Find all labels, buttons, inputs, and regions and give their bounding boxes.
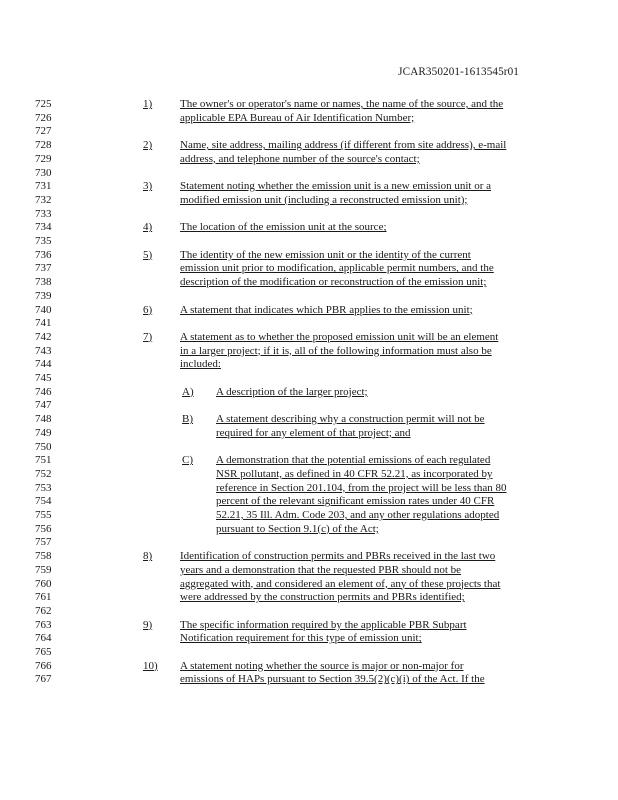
line-number: 734 <box>35 221 52 234</box>
line-number: 739 <box>35 289 52 302</box>
line-number: 753 <box>35 481 52 494</box>
list-marker: 2) <box>143 139 153 152</box>
line-number: 731 <box>35 180 52 193</box>
list-item-text-line: A statement that indicates which PBR applies to the emission unit; <box>180 303 473 316</box>
list-item-text-line: modified emission unit (including a reconstructed emission unit); <box>180 193 468 206</box>
list-item-text-line: A description of the larger project; <box>216 385 368 398</box>
list-item-text-line: Notification requirement for this type of emission unit; <box>180 632 422 645</box>
list-marker: B) <box>182 413 193 426</box>
line-number: 725 <box>35 98 52 110</box>
line-number: 733 <box>35 207 52 220</box>
document-id-header: JCAR350201-1613545r01 <box>398 66 519 78</box>
list-item-text-line: A statement noting whether the source is major or non-major for <box>180 659 464 672</box>
list-item-text-line: Statement noting whether the emission unit is a new emission unit or a <box>180 180 492 193</box>
line-number: 742 <box>35 330 52 343</box>
line-number: 756 <box>35 522 52 535</box>
line-number: 747 <box>35 399 52 412</box>
line-number: 760 <box>35 577 52 590</box>
list-item-text-line: A statement as to whether the proposed emission unit will be an element <box>180 330 499 343</box>
line-number: 752 <box>35 467 52 480</box>
line-number: 761 <box>35 591 52 604</box>
list-item-text-line: The location of the emission unit at the source; <box>180 221 387 234</box>
list-item-text-line: 52.21, 35 Ill. Adm. Code 203, and any other regulations adopted <box>216 509 500 521</box>
list-item-text-line: description of the modification or reconstruction of the emission unit; <box>180 276 487 289</box>
line-number: 730 <box>35 166 52 179</box>
line-number: 758 <box>35 550 52 563</box>
list-marker: 7) <box>143 330 153 343</box>
line-number: 744 <box>35 358 52 371</box>
list-marker: 8) <box>143 550 153 563</box>
list-item-text-line: address, and telephone number of the source's contact; <box>180 152 420 165</box>
line-number: 738 <box>35 276 52 289</box>
line-number: 732 <box>35 193 52 206</box>
list-item-text-line: percent of the relevant significant emission rates under 40 CFR <box>216 495 495 508</box>
list-marker: 6) <box>143 303 153 316</box>
list-item-text-line: pursuant to Section 9.1(c) of the Act; <box>216 522 379 535</box>
list-item-text-line: were addressed by the construction permits and PBRs identified; <box>180 591 465 604</box>
list-item-text-line: years and a demonstration that the requested PBR should not be <box>180 563 462 576</box>
line-number: 728 <box>35 139 52 152</box>
line-number: 743 <box>35 344 52 357</box>
list-item-text-line: aggregated with, and considered an element of, any of these projects that <box>180 577 501 590</box>
line-number: 736 <box>35 248 52 261</box>
list-item-text-line: reference in Section 201.104, from the project will be less than 80 <box>216 481 507 494</box>
line-number: 759 <box>35 563 52 576</box>
line-number: 729 <box>35 152 52 165</box>
list-marker: 4) <box>143 221 153 234</box>
line-number: 750 <box>35 440 52 453</box>
line-number: 745 <box>35 372 52 384</box>
list-item-text-line: emission unit prior to modification, applicable permit numbers, and the <box>180 262 494 275</box>
list-marker: 5) <box>143 248 153 261</box>
list-item-text-line: The specific information required by the applicable PBR Subpart <box>180 618 467 631</box>
list-item-text-line: The identity of the new emission unit or the identity of the current <box>180 248 471 261</box>
line-number: 757 <box>35 536 52 549</box>
list-item-text-line: A statement describing why a construction permit will not be <box>216 413 485 426</box>
line-number: 740 <box>35 303 52 316</box>
list-item-text-line: applicable EPA Bureau of Air Identification Number; <box>180 111 415 124</box>
line-number: 765 <box>35 646 52 658</box>
list-item-text-line: A demonstration that the potential emissions of each regulated <box>216 454 491 467</box>
line-number: 755 <box>35 509 52 521</box>
line-number: 762 <box>35 604 52 617</box>
list-item-text-line: in a larger project; if it is, all of the following information must also be <box>180 344 492 357</box>
list-item-text-line: Name, site address, mailing address (if different from site address), e-mail <box>180 139 507 152</box>
list-item-text-line: Identification of construction permits and PBRs received in the last two <box>180 550 496 563</box>
line-number: 751 <box>35 454 52 467</box>
line-number: 746 <box>35 385 52 398</box>
line-number: 749 <box>35 426 52 439</box>
line-number: 737 <box>35 262 52 275</box>
line-number: 754 <box>35 495 52 508</box>
list-marker: C) <box>182 454 193 467</box>
list-marker: 9) <box>143 618 153 631</box>
list-marker: 10) <box>143 659 158 672</box>
line-number: 763 <box>35 618 52 631</box>
list-marker: A) <box>182 385 194 398</box>
line-number: 726 <box>35 111 52 124</box>
line-number: 767 <box>35 673 52 686</box>
list-item-text-line: emissions of HAPs pursuant to Section 39.5(2)(c)(i) of the Act. If the <box>180 673 485 686</box>
line-number: 748 <box>35 413 52 426</box>
list-item-text-line: NSR pollutant, as defined in 40 CFR 52.21, as incorporated by <box>216 467 493 480</box>
line-number: 766 <box>35 659 52 672</box>
list-item-text-line: The owner's or operator's name or names, the name of the source, and the <box>180 98 504 110</box>
line-number: 764 <box>35 632 52 645</box>
line-number: 735 <box>35 235 52 247</box>
line-number: 741 <box>35 317 52 330</box>
list-marker: 1) <box>143 98 153 110</box>
list-item-text-line: included: <box>180 358 221 371</box>
list-marker: 3) <box>143 180 153 193</box>
list-item-text-line: required for any element of that project; and <box>216 426 411 439</box>
line-number: 727 <box>35 125 52 138</box>
